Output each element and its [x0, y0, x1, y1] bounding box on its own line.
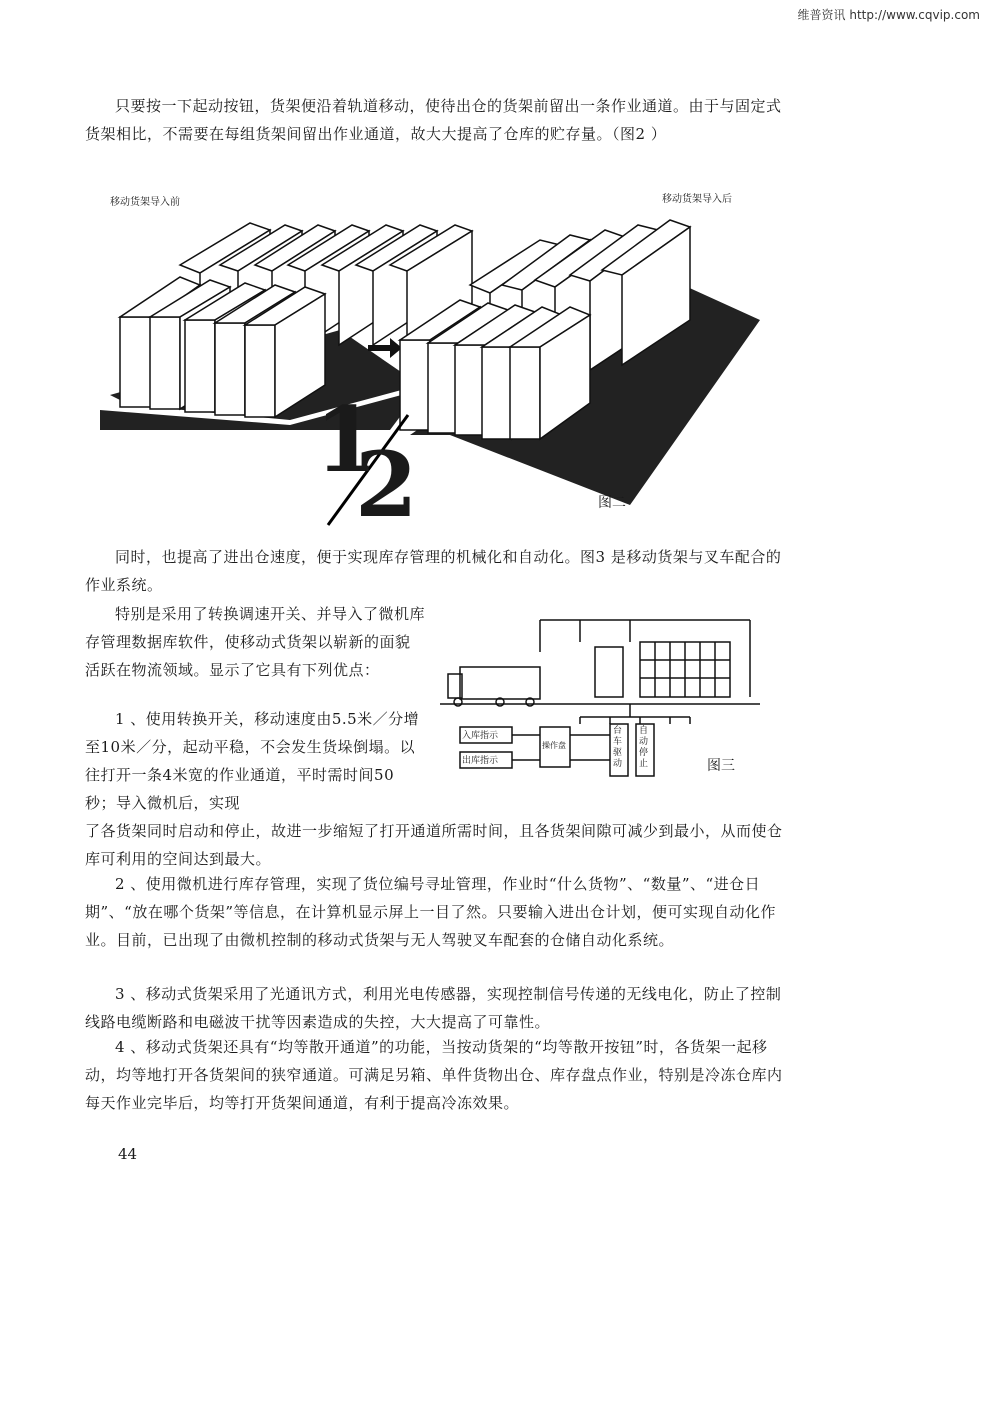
paragraph-3: 特别是采用了转换调速开关、并导入了微机库存管理数据库软件，使移动式货架以崭新的面貌活跃在物流领域。显示了它具有下列优点：: [85, 605, 426, 679]
fig2-label: 图二: [598, 495, 626, 511]
paragraph-4b: 了各货架同时启动和停止，故进一步缩短了打开通道所需时间，且各货架间隙可减少到最小，从而使仓库可利用的空间达到最大。: [85, 822, 783, 868]
fraction-denominator: 2: [355, 432, 418, 538]
box-outbound: 出库指示: [462, 756, 499, 766]
paragraph-7: 4 、移动式货架还具有“均等散开通道”的功能，当按动货架的“均等散开按钮”时，各货架一起移动，均等地打开各货架间的狭窄通道。可满足另箱、单件货物出仓、库存盘点作业，特别是冷冻仓库内每天作业完毕后，均等打开货架间通道，有利于提高冷冻效果。: [85, 1038, 783, 1112]
paragraph-5: 2 、使用微机进行库存管理，实现了货位编号寻址管理，作业时“什么货物”、“数量”、“进仓日期”、“放在哪个货架”等信息，在计算机显示屏上一目了然。只要输入进出仓计划，便可实现自动化作业。目前，已出现了由微机控制的移动式货架与无人驾驶叉车配套的仓储自动化系统。: [85, 875, 777, 949]
figure-2: [90, 185, 780, 538]
paragraph-2: 同时，也提高了进出仓速度，便于实现库存管理的机械化和自动化。图3 是移动货架与叉车配合的作业系统。: [85, 548, 782, 594]
box-cart-drive: 台车驱动: [613, 726, 623, 769]
box-auto-stop: 自动停止: [639, 726, 649, 769]
paragraph-1: 只要按一下起动按钮，货架便沿着轨道移动，使待出仓的货架前留出一条作业通道。由于与固定式货架相比，不需要在每组货架间留出作业通道，故大大提高了仓库的贮存量。（图2 ）: [85, 97, 782, 143]
box-operation-panel: 操作盘: [542, 741, 566, 750]
rack-illustration: [90, 185, 780, 538]
figure-3: [440, 612, 770, 792]
fig3-label: 图三: [707, 758, 735, 774]
fig2-left-caption: 移动货架导入前: [110, 197, 180, 208]
box-inbound: 入库指示: [462, 731, 499, 741]
watermark: 维普资讯 http://www.cqvip.com: [797, 8, 980, 22]
paragraph-4a: 1 、使用转换开关，移动速度由5.5米／分增至10米／分，起动平稳，不会发生货垛倒塌。以往打开一条4米宽的作业通道，平时需时间50秒；导入微机后，实现: [85, 710, 420, 812]
fig2-right-caption: 移动货架导入后: [662, 194, 732, 205]
paragraph-6: 3 、移动式货架采用了光通讯方式，利用光电传感器，实现控制信号传递的无线电化，防止了控制线路电缆断路和电磁波干扰等因素造成的失控，大大提高了可靠性。: [85, 985, 782, 1031]
page-number: 44: [118, 1145, 138, 1163]
fraction-numerator: 1: [315, 387, 378, 493]
